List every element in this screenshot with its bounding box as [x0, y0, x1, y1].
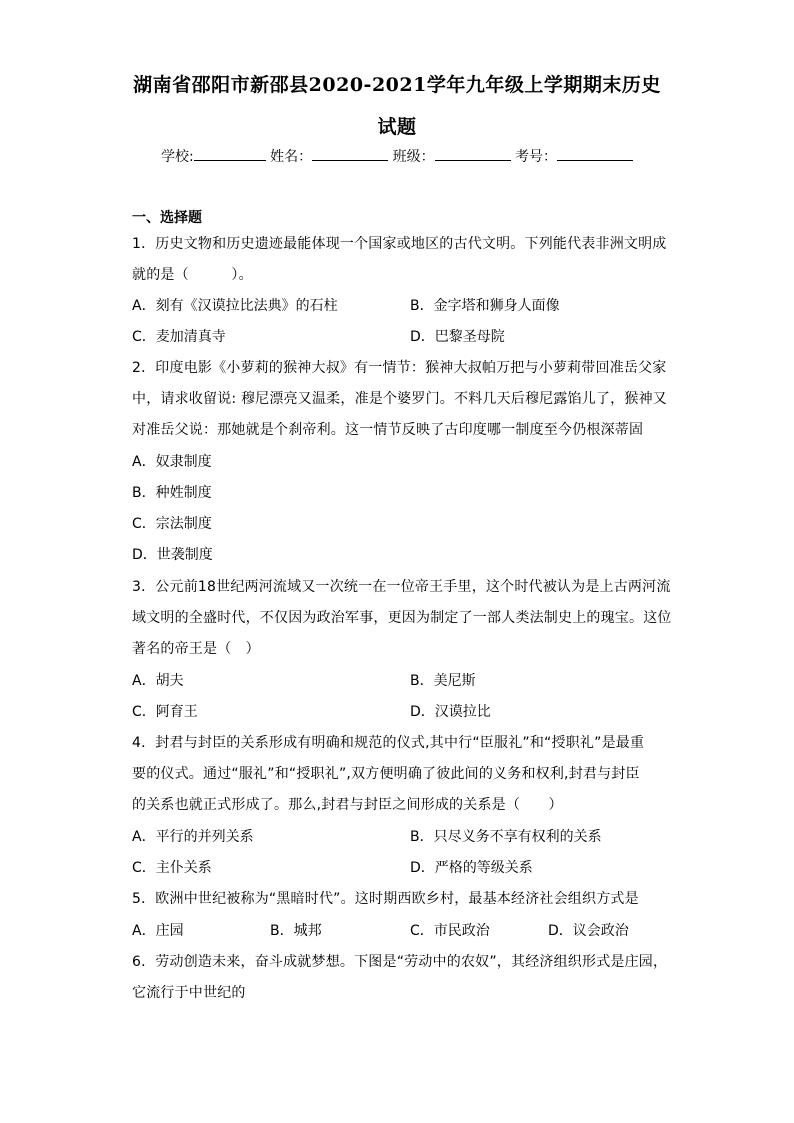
question-5-line: 5．欧洲中世纪被称为“黑暗时代”。这时期西欧乡村，最基本经济社会组织方式是	[132, 891, 639, 907]
question-2-option-b: B．种姓制度	[132, 485, 212, 501]
question-3-line: 著名的帝王是（ ）	[132, 641, 260, 657]
question-6-line: 它流行于中世纪的	[132, 985, 246, 1001]
question-1-line: 1．历史文物和历史遗迹最能体现一个国家或地区的古代文明。下列能代表非洲文明成	[132, 236, 667, 252]
question-2-line: 2．印度电影《小萝莉的猴神大叔》有一情节：猴神大叔帕万把与小萝莉带回准岳父家	[132, 360, 667, 376]
question-3-option-b: B．美尼斯	[410, 673, 476, 689]
question-2-option-a: A．奴隶制度	[132, 454, 212, 470]
question-3-line: 3．公元前18世纪两河流域又一次统一在一位帝王手里，这个时代被认为是上古两河流	[132, 579, 671, 595]
question-4-line: 的关系也就正式形成了。那么,封君与封臣之间形成的关系是（ ）	[132, 797, 563, 813]
student-info-row	[0, 146, 794, 166]
question-4-line: 要的仪式。通过“服礼”和“授职礼”,双方便明确了彼此间的义务和权利,封君与封臣	[132, 766, 640, 782]
question-1-option-d: D．巴黎圣母院	[410, 329, 505, 345]
exam-title-line1: 湖南省邵阳市新邵县2020-2021学年九年级上学期期末历史	[133, 74, 661, 96]
question-1-option-b: B．金字塔和狮身人面像	[410, 298, 560, 314]
question-3-option-d: D．汉谟拉比	[410, 704, 491, 720]
question-3-line: 域文明的全盛时代，不仅因为政治军事，更因为制定了一部人类法制史上的瑰宝。这位	[132, 610, 672, 626]
question-2-option-c: C．宗法制度	[132, 516, 212, 532]
question-5-option-c: C．市民政治	[410, 923, 490, 939]
question-2-line: 中，请求收留说: 穆尼漂亮又温柔，准是个婆罗门。不料几天后穆尼露馅儿了，猴神又	[132, 391, 667, 407]
school-label: 学校:	[160, 149, 194, 165]
question-6-line: 6．劳动创造未来，奋斗成就梦想。下图是“劳动中的农奴”，其经济组织形式是庄园，	[132, 954, 668, 970]
question-5-option-d: D．议会政治	[548, 923, 629, 939]
name-label: 姓名：	[270, 149, 313, 165]
question-4-option-d: D．严格的等级关系	[410, 860, 533, 876]
school-blank	[194, 147, 266, 161]
question-1-option-c: C．麦加清真寺	[132, 329, 226, 345]
question-4-option-a: A．平行的并列关系	[132, 829, 254, 845]
question-4-line: 4．封君与封臣的关系形成有明确和规范的仪式,其中行“臣服礼”和“授职礼”是最重	[132, 735, 645, 751]
question-4-option-c: C．主仆关系	[132, 860, 212, 876]
section-heading: 一、选择题	[132, 210, 202, 226]
class-label: 班级：	[392, 149, 435, 165]
exam-no-blank	[557, 147, 633, 161]
question-3-option-a: A．胡夫	[132, 673, 184, 689]
question-1-line: 就的是（ ）。	[132, 267, 253, 283]
question-5-option-b: B．城邦	[270, 923, 322, 939]
question-5-option-a: A．庄园	[132, 923, 184, 939]
question-2-option-d: D．世袭制度	[132, 547, 213, 563]
question-4-option-b: B．只尽义务不享有权利的关系	[410, 829, 602, 845]
name-blank	[312, 147, 388, 161]
exam-title-line2: 试题	[377, 116, 417, 138]
class-blank	[435, 147, 511, 161]
question-2-line: 对准岳父说：那她就是个刹帝利。这一情节反映了古印度哪一制度至今仍根深蒂固	[132, 422, 644, 438]
question-1-option-a: A．刻有《汉谟拉比法典》的石柱	[132, 298, 338, 314]
question-3-option-c: C．阿育王	[132, 704, 198, 720]
exam-no-label: 考号：	[515, 149, 558, 165]
